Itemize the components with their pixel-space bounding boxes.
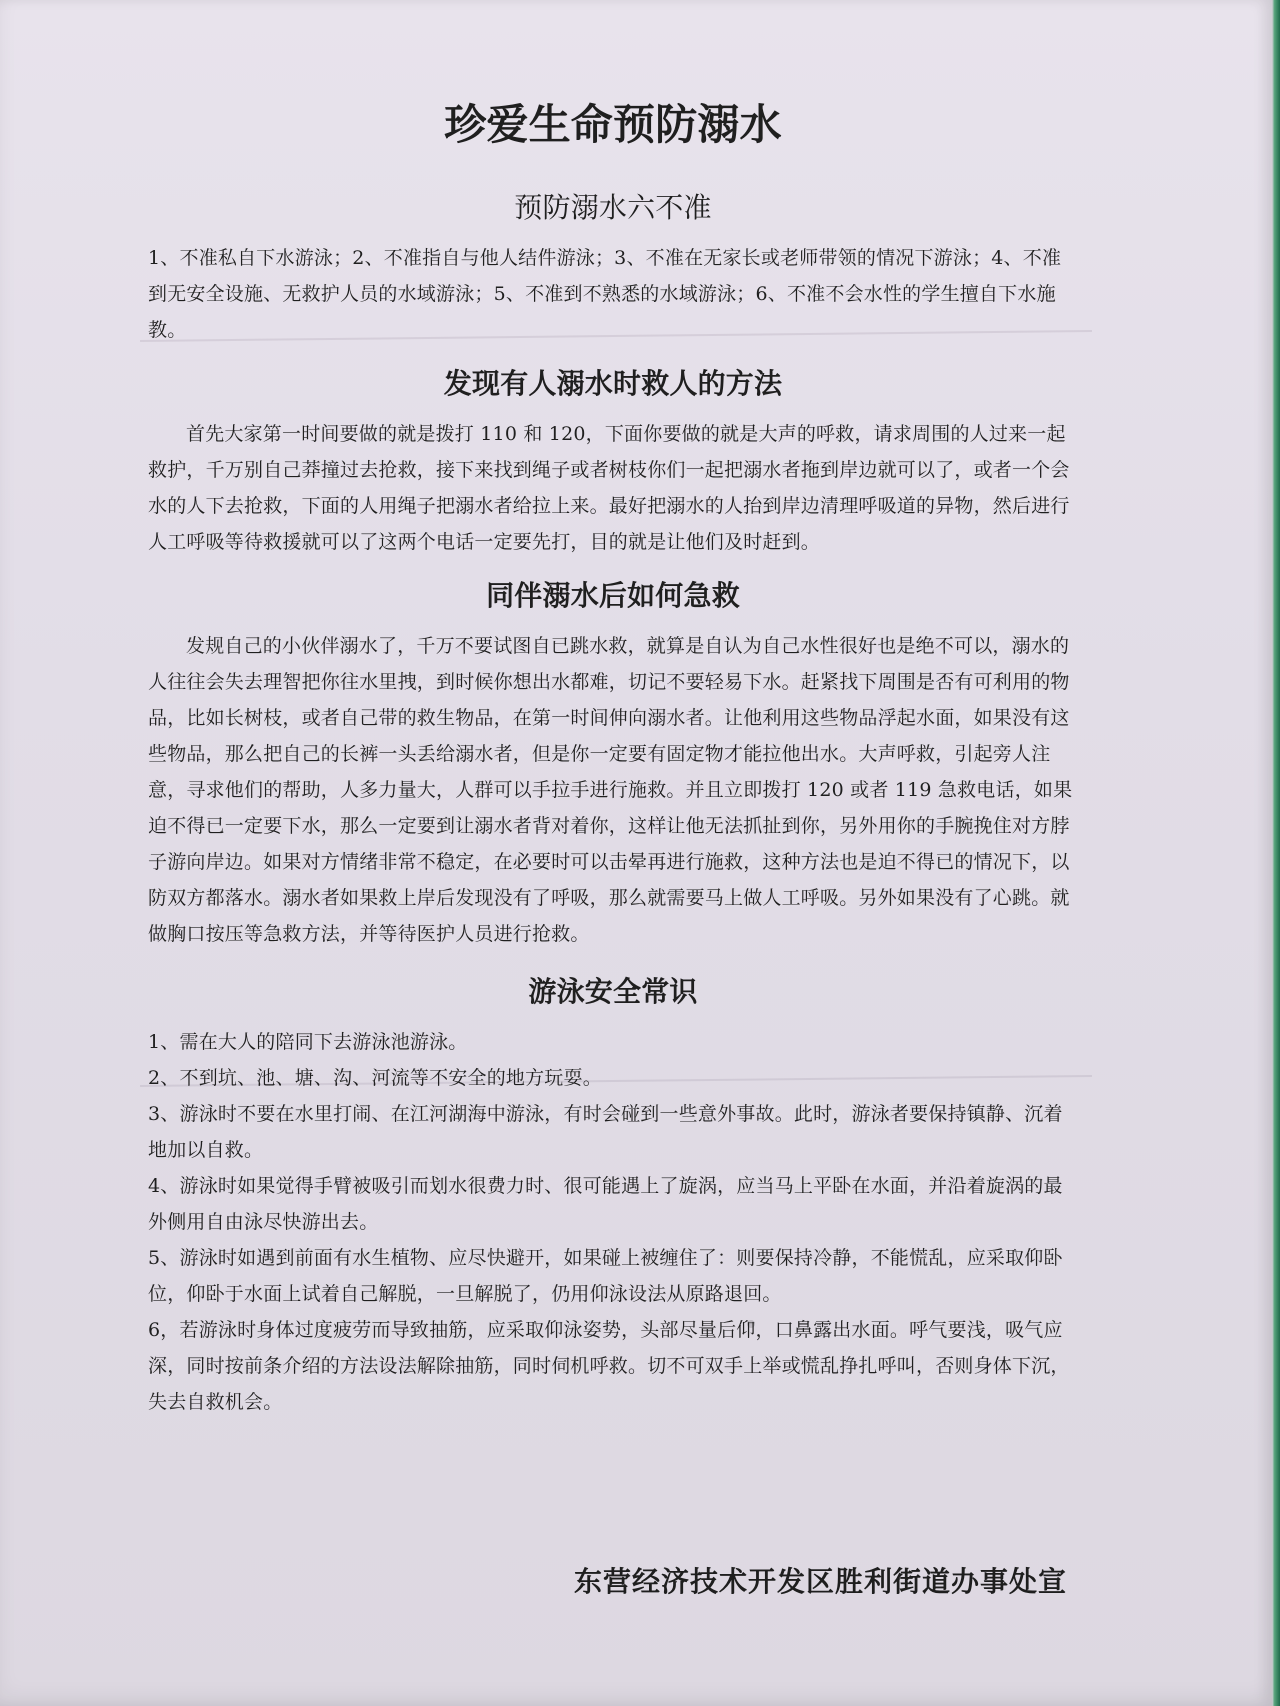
safety-list: [148, 1024, 1078, 1420]
list-item: 5、游泳时如遇到前面有水生植物、应尽快避开，如果碰上被缠住了：则要保持冷静，不能慌乱，应采取仰卧位，仰卧于水面上试着自己解脱，一旦解脱了，仍用仰泳设法从原路退回。: [148, 1247, 1063, 1305]
section-rescue-method: [148, 362, 1078, 560]
section-swimming-safety: [148, 970, 1078, 1420]
document-title: 珍爱生命预防溺水: [444, 100, 782, 149]
section-companion-first-aid: [148, 574, 1078, 952]
paper-edge: [1272, 0, 1280, 1706]
section-heading: 游泳安全常识: [528, 975, 698, 1008]
section-six-rules: [148, 186, 1078, 348]
section-heading: 预防溺水六不准: [514, 191, 712, 224]
list-item: 1、需在大人的陪同下去游泳池游泳。: [148, 1031, 468, 1053]
section-text: 1、不准私自下水游泳；2、不准指自与他人结件游泳；3、不准在无家长或老师带领的情况下游泳；4、不准到无安全设施、无救护人员的水域游泳；5、不准到不熟悉的水域游泳；6、不准不会水性的学生擅自下水施教。: [148, 247, 1062, 341]
section-heading: 同伴溺水后如何急救: [486, 579, 740, 612]
list-item: 6，若游泳时身体过度疲劳而导致抽筋，应采取仰泳姿势，头部尽量后仰，口鼻露出水面。呼气要浅，吸气应深，同时按前条介绍的方法设法解除抽筋，同时伺机呼救。切不可双手上举或慌乱挣扎呼叫，否则身体下沉，失去自救机会。: [148, 1319, 1070, 1413]
list-item: 2、不到坑、池、塘、沟、河流等不安全的地方玩耍。: [148, 1067, 602, 1089]
issuer-signature: 东营经济技术开发区胜利街道办事处宣: [573, 1565, 1067, 1598]
section-paragraph: 发规自己的小伙伴溺水了，千万不要试图自已跳水救，就算是自认为自己水性很好也是绝不可以，溺水的人往往会失去理智把你往水里拽，到时候你想出水都难，切记不要轻易下水。赶紧找下周围是否有可利用的物品，比如长树枝，或者自己带的救生物品，在第一时间伸向溺水者。让他利用这些物品浮起水面，如果没有这些物品，那么把自己的长裤一头丢给溺水者，但是你一定要有固定物才能拉他出水。大声呼救，引起旁人注意，寻求他们的帮助，人多力量大，人群可以手拉手进行施救。并且立即拨打 120 或者 119 急救电话，如果迫不得已一定要下水，那么一定要到让溺水者背对着你，这样让他无法抓扯到你，另外用你的手腕挽住对方脖子游向岸边。如果对方情绪非常不稳定，在必要时可以击晕再进行施救，这种方法也是迫不得已的情况下，以防双方都落水。溺水者如果救上岸后发现没有了呼吸，那么就需要马上做人工呼吸。另外如果没有了心跳。就做胸口按压等急救方法，并等待医护人员进行抢救。: [148, 635, 1073, 945]
list-item: 4、游泳时如果觉得手臂被吸引而划水很费力时、很可能遇上了旋涡，应当马上平卧在水面，并沿着旋涡的最外侧用自由泳尽快游出去。: [148, 1175, 1063, 1233]
section-heading: 发现有人溺水时救人的方法: [443, 367, 783, 400]
section-paragraph: 首先大家第一时间要做的就是拨打 110 和 120，下面你要做的就是大声的呼救，请求周围的人过来一起救护，千万别自己莽撞过去抢救，接下来找到绳子或者树枝你们一起把溺水者拖到岸边就可以了，或者一个会水的人下去抢救，下面的人用绳子把溺水者给拉上来。最好把溺水的人抬到岸边清理呼吸道的异物，然后进行人工呼吸等待救援就可以了这两个电话一定要先打，目的就是让他们及时赶到。: [148, 423, 1070, 553]
list-item: 3、游泳时不要在水里打闹、在江河湖海中游泳，有时会碰到一些意外事故。此时，游泳者要保持镇静、沉着地加以自救。: [148, 1103, 1063, 1161]
document-content: [148, 80, 1078, 1430]
